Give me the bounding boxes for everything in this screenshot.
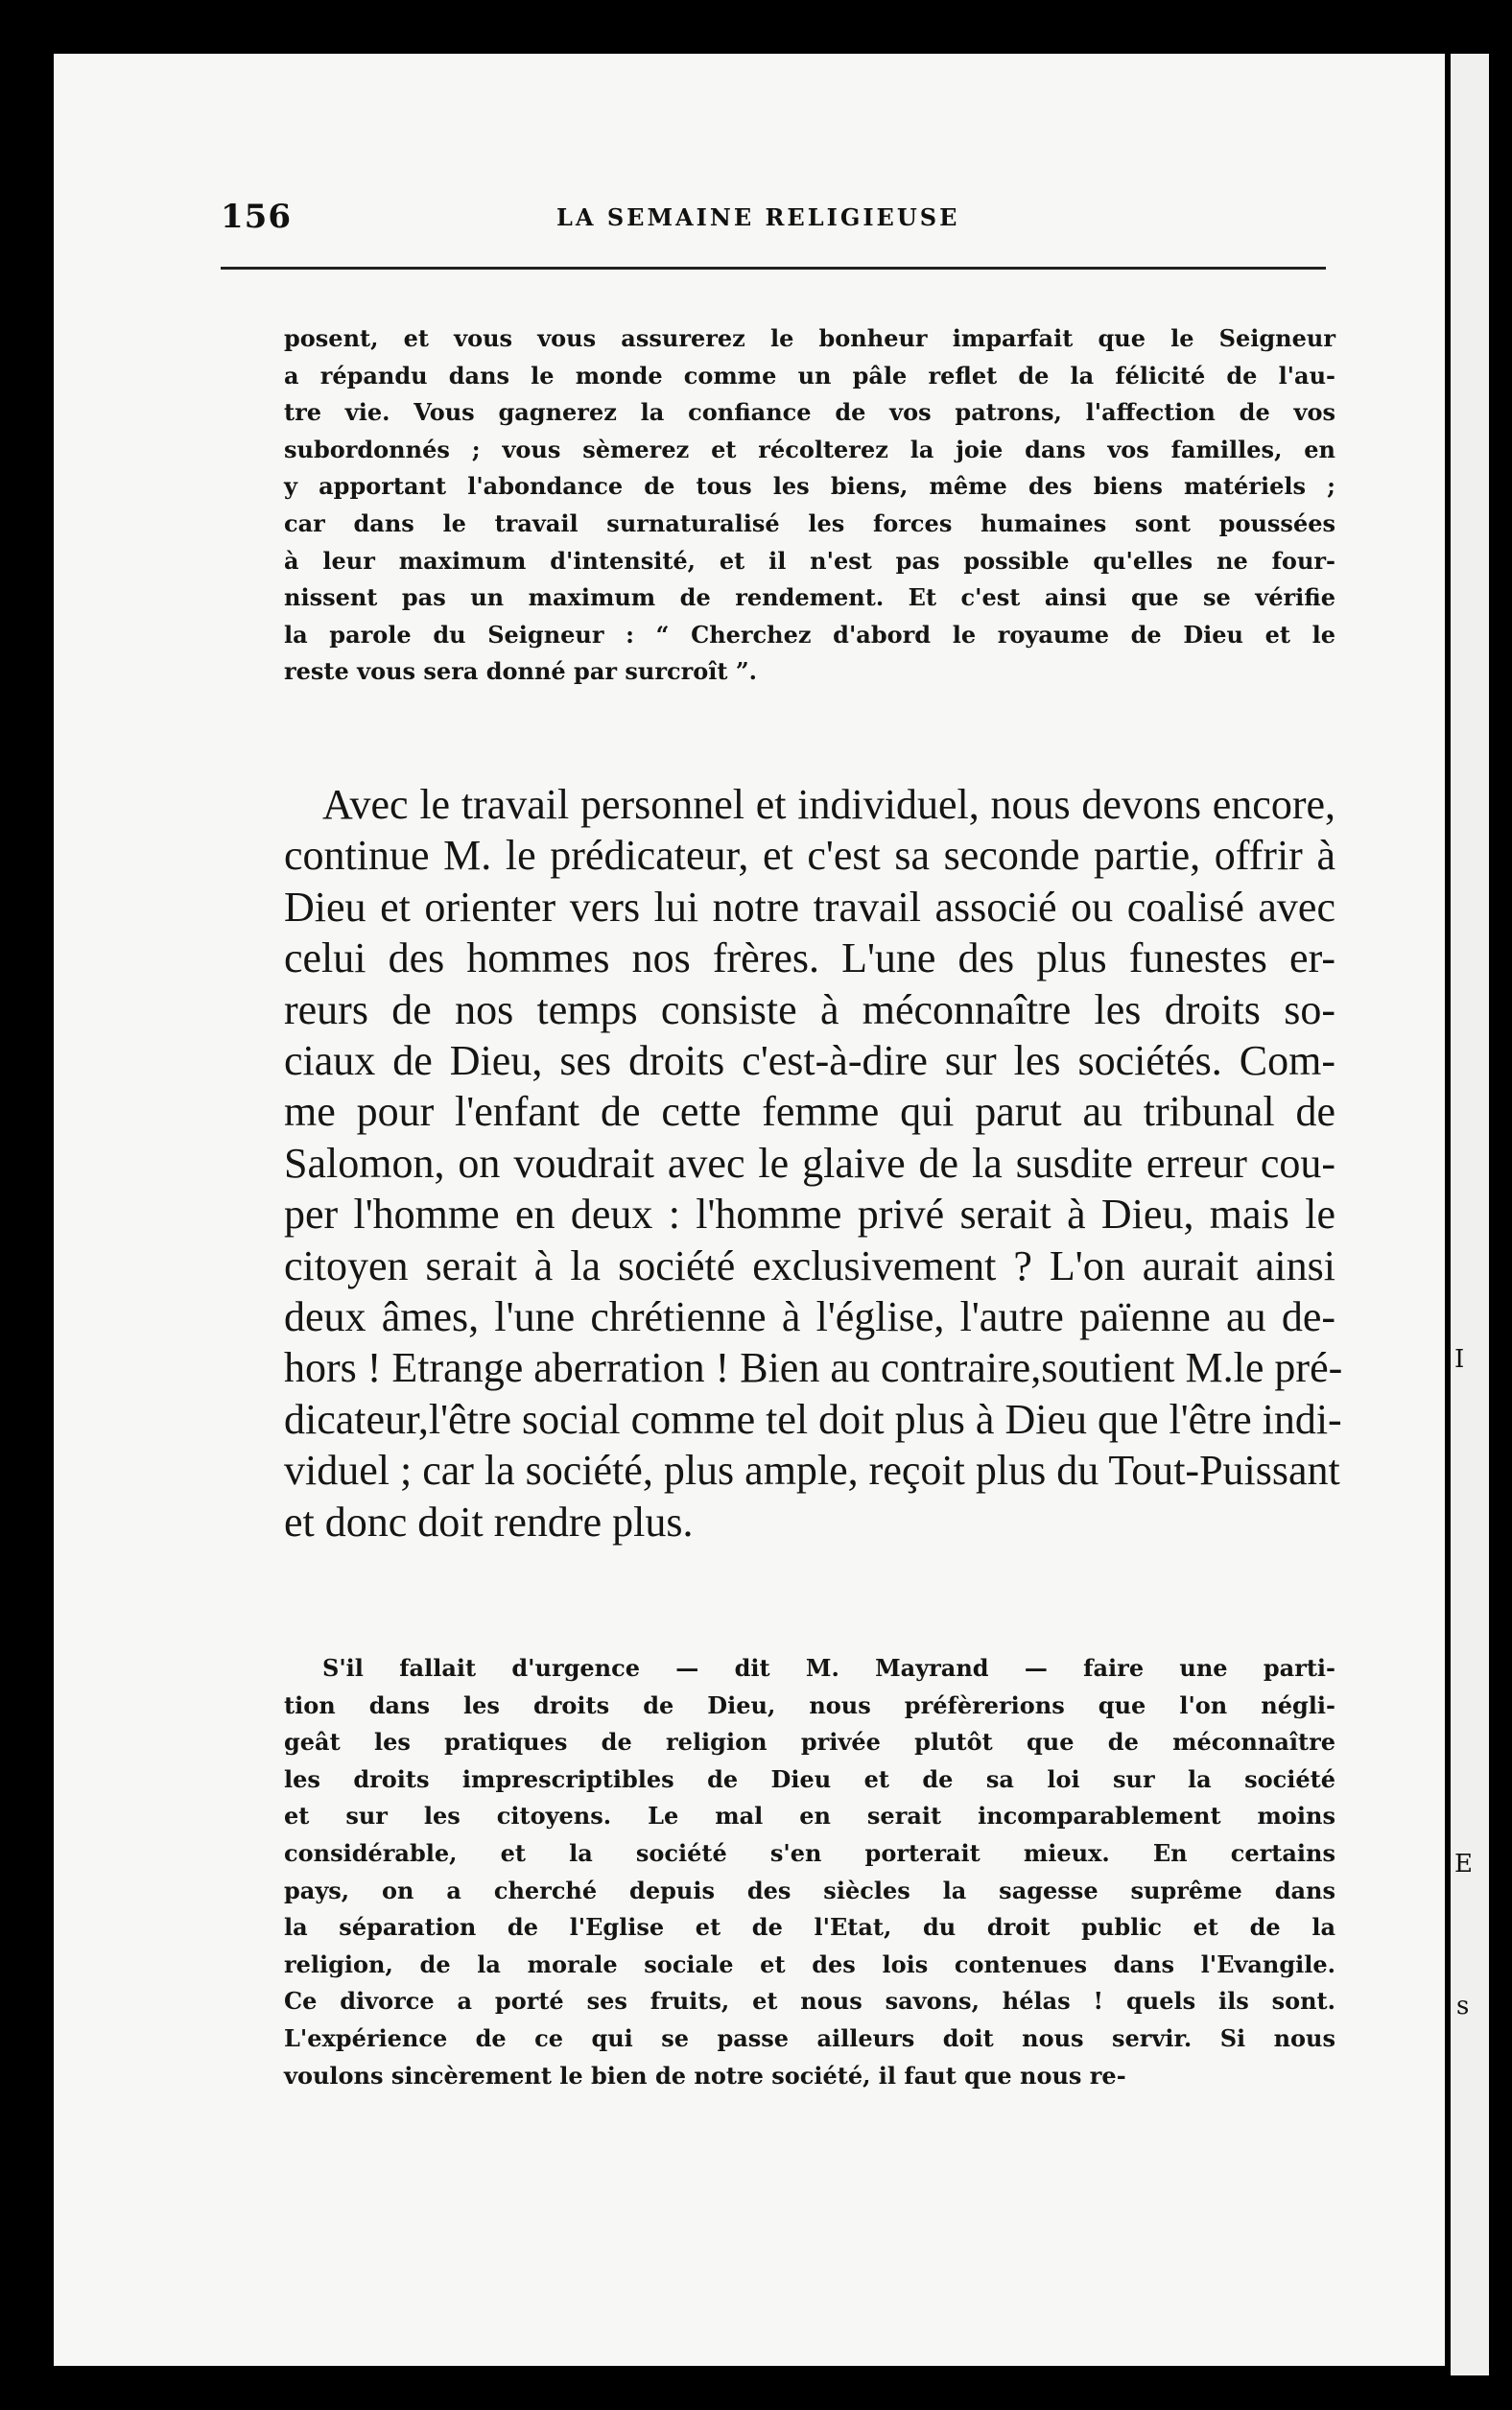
text-line: citoyen serait à la société exclusivement ? L'on aurait ainsi [284,1241,1335,1289]
text-line: considérable, et la société s'en porterait mieux. En certains [284,1838,1335,1867]
text-line: continue M. le prédicateur, et c'est sa seconde partie, offrir à [284,832,1335,880]
text-line: car dans le travail surnaturalisé les forces humaines sont poussées [284,508,1335,537]
paragraph-2 [284,779,1343,1548]
text-line: S'il fallait d'urgence — dit M. Mayrand — faire une parti- [322,1654,1335,1682]
text-line: L'expérience de ce qui se passe ailleurs doit nous servir. Si nous [284,2023,1335,2052]
text-line: hors ! Etrange aberration ! Bien au contraire,soutient M.le pré- [284,1344,1343,1392]
text-line: la séparation de l'Eglise et de l'Etat, du droit public et de la [284,1913,1335,1942]
text-line: nissent pas un maximum de rendement. Et c'est ainsi que se vérifie [284,583,1335,612]
text-line: religion, de la morale sociale et des lois contenues dans l'Evangile. [284,1949,1335,1978]
text-line: les droits imprescriptibles de Dieu et de sa loi sur la société [284,1764,1335,1793]
text-line: posent, et vous vous assurerez le bonheur imparfait que le Seigneur [284,324,1335,352]
text-line: subordonnés ; vous sèmerez et récolterez la joie dans vos familles, en [284,435,1335,463]
text-line: ciaux de Dieu, ses droits c'est-à-dire sur les sociétés. Com- [284,1037,1335,1085]
text-line: pays, on a cherché depuis des siècles la sagesse suprême dans [284,1876,1335,1904]
edge-mark: E [1454,1850,1473,1878]
text-line: geât les pratiques de religion privée plutôt que de méconnaître [284,1728,1335,1757]
text-line: reste vous sera donné par surcroît ”. [284,657,757,686]
text-line: Dieu et orienter vers lui notre travail associé ou coalisé avec [284,883,1335,931]
text-line: tion dans les droits de Dieu, nous préfèrerions que l'on négli- [284,1690,1335,1719]
text-line: Salomon, on voudrait avec le glaive de la susdite erreur cou- [284,1139,1335,1187]
text-line: per l'homme en deux : l'homme privé serait à Dieu, mais le [284,1191,1335,1239]
paragraph-1 [284,320,1335,691]
text-line: reurs de nos temps consiste à méconnaître les droits so- [284,985,1335,1033]
edge-mark: I [1454,1345,1465,1374]
text-line: tre vie. Vous gagnerez la confiance de vos patrons, l'affection de vos [284,398,1335,427]
text-line: me pour l'enfant de cette femme qui parut au tribunal de [284,1088,1335,1136]
text-line: viduel ; car la société, plus ample, reçoit plus du Tout-Puissant [284,1447,1340,1495]
text-line: et donc doit rendre plus. [284,1498,694,1546]
text-line: Avec le travail personnel et individuel, nous devons encore, [322,781,1335,828]
paragraph-3 [284,1650,1335,2094]
text-line: à leur maximum d'intensité, et il n'est pas possible qu'elles ne four- [284,546,1335,575]
text-line: la parole du Seigneur : “ Cherchez d'abord le royaume de Dieu et le [284,620,1335,649]
adjacent-page-edge [1451,54,1489,2375]
text-line: voulons sincèrement le bien de notre société, il faut que nous re- [284,2061,1126,2090]
text-line: et sur les citoyens. Le mal en serait incomparablement moins [284,1802,1335,1831]
page-header [221,198,1326,236]
text-line: dicateur,l'être social comme tel doit plus à Dieu que l'être indi- [284,1395,1342,1443]
page-number: 156 [221,198,292,236]
text-line: y apportant l'abondance de tous les biens, même des biens matériels ; [284,472,1335,501]
edge-mark: s [1456,1992,1470,2020]
running-title: LA SEMAINE RELIGIEUSE [556,203,960,231]
header-rule [221,267,1326,270]
text-line: a répandu dans le monde comme un pâle reflet de la félicité de l'au- [284,361,1335,390]
text-line: celui des hommes nos frères. L'une des plus funestes er- [284,934,1335,982]
text-line: Ce divorce a porté ses fruits, et nous savons, hélas ! quels ils sont. [284,1987,1335,2016]
text-line: deux âmes, l'une chrétienne à l'église, l'autre païenne au de- [284,1293,1335,1341]
